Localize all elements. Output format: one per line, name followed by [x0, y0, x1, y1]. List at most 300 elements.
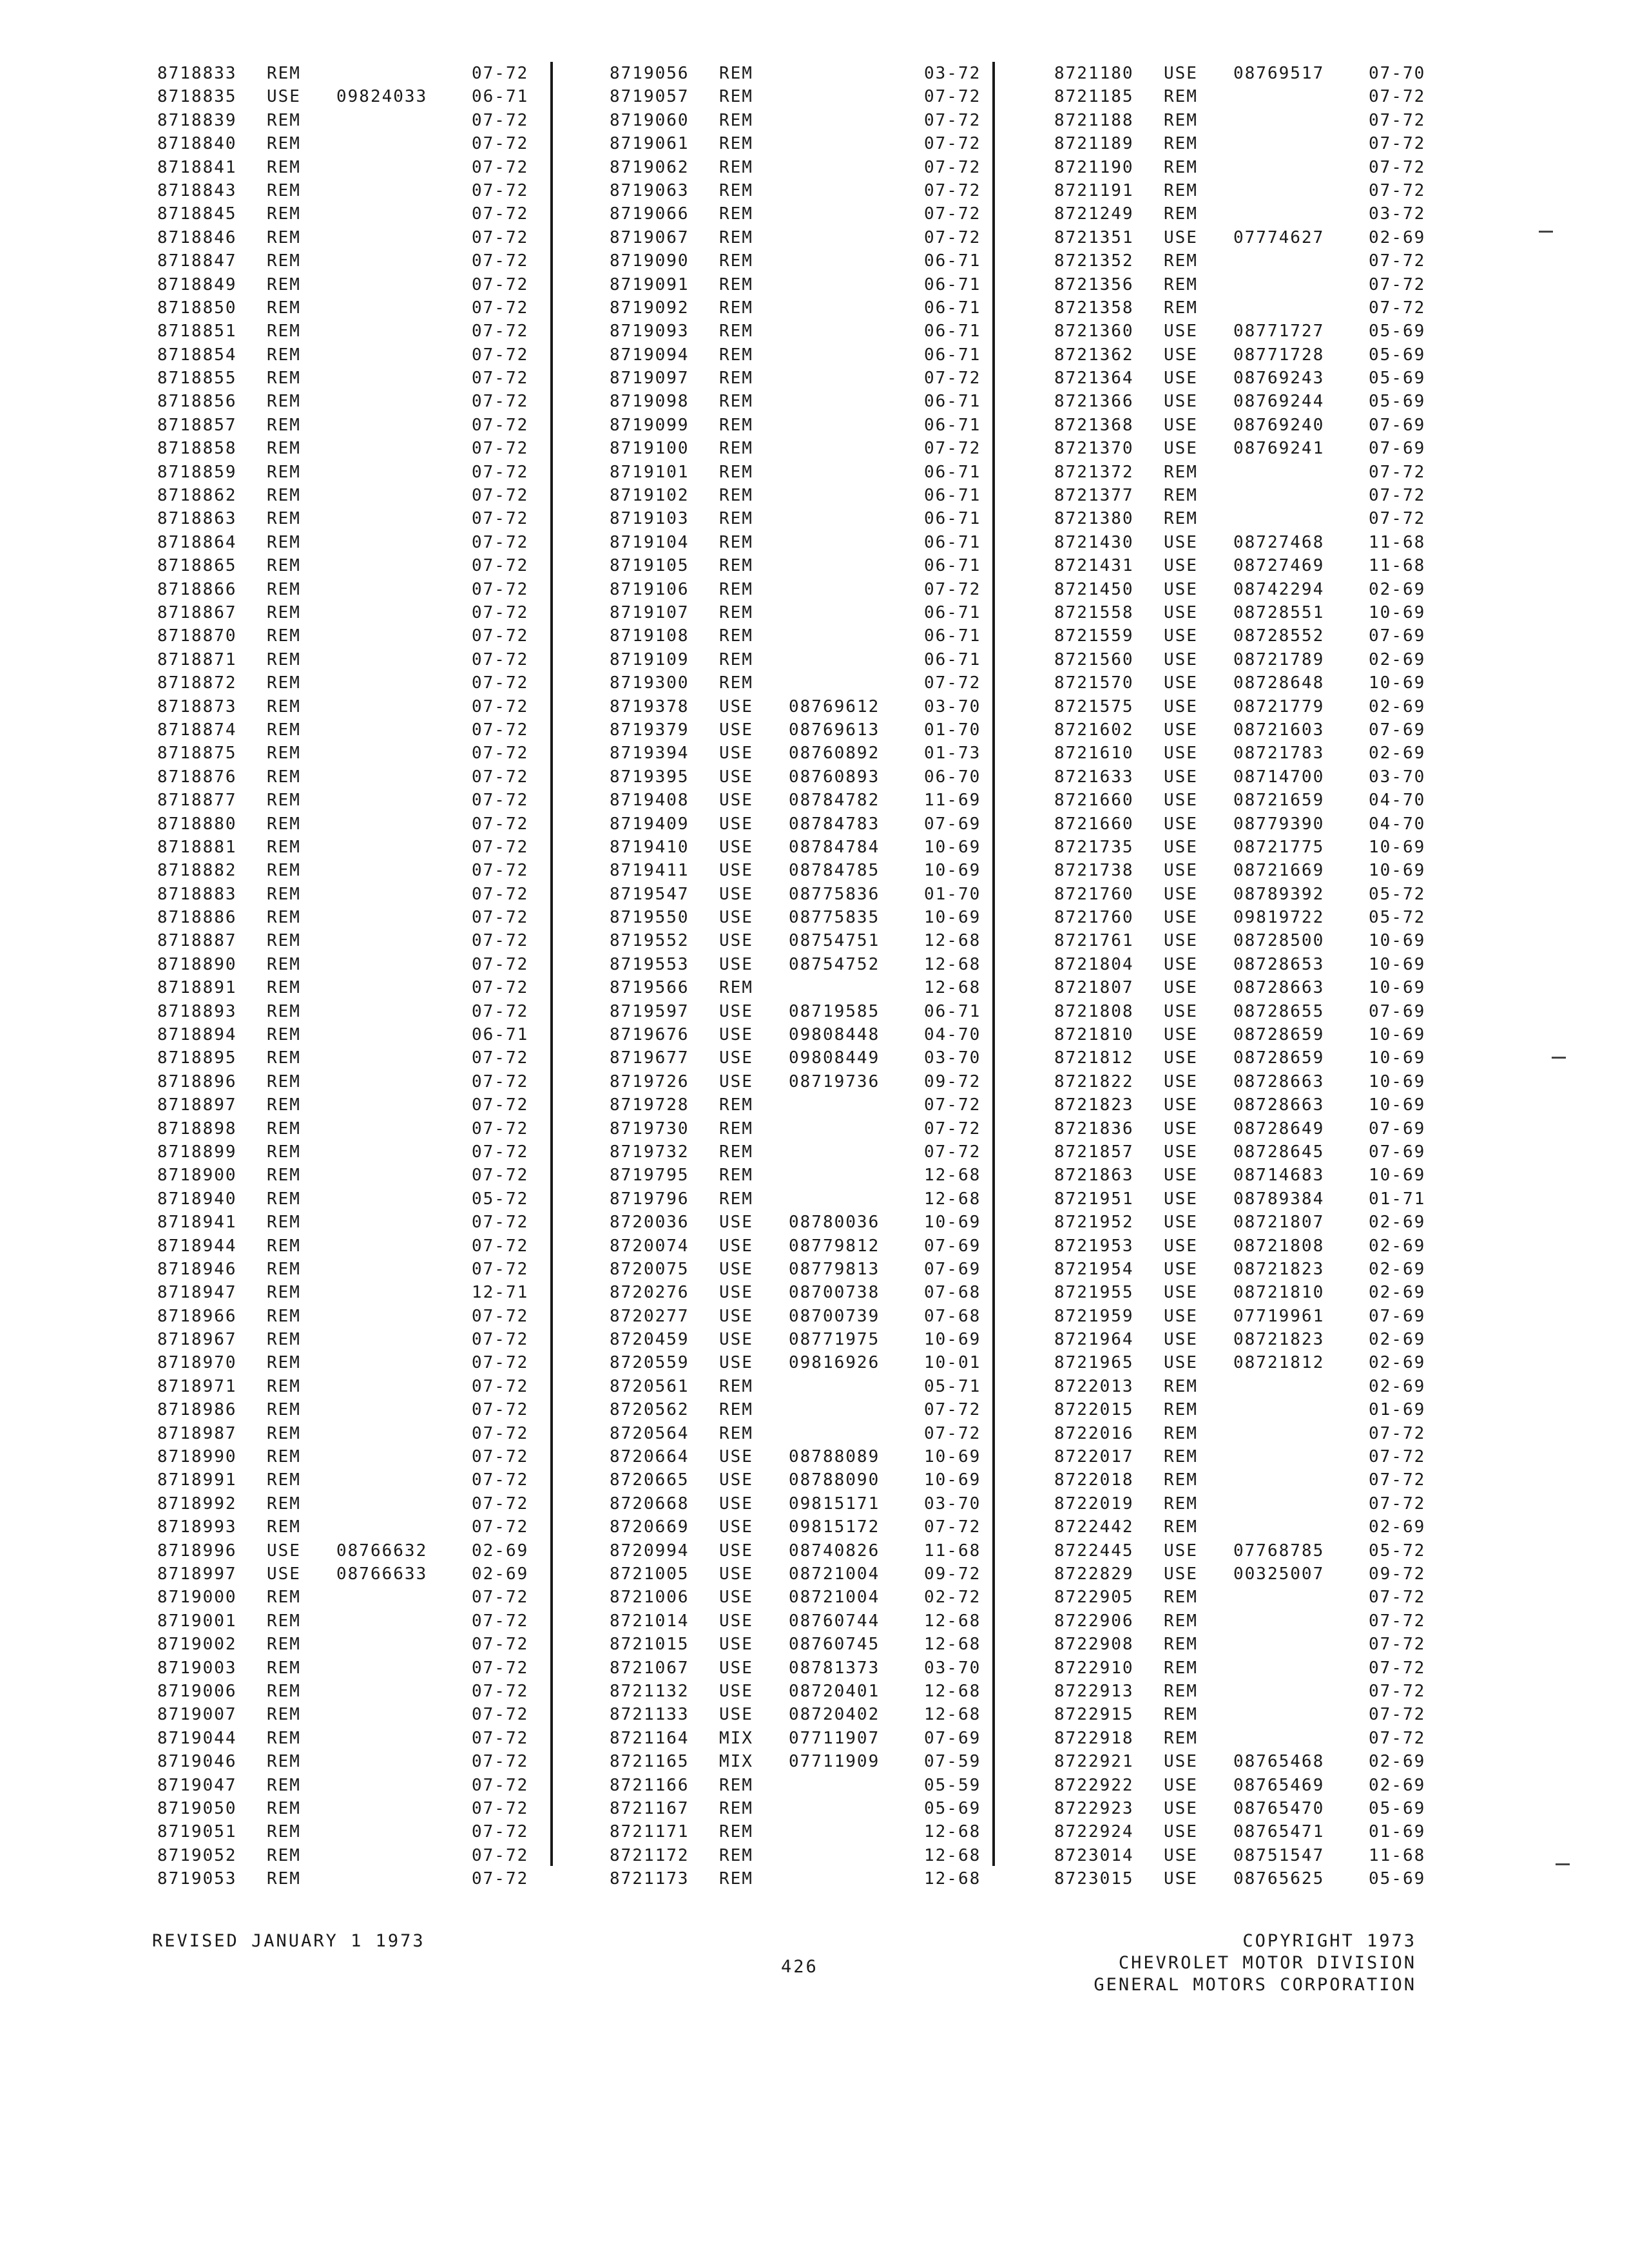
effective-date: 10-69: [924, 837, 981, 857]
action-code: REM: [267, 931, 301, 951]
effective-date: 07-72: [924, 87, 981, 107]
part-number: 8721191: [1054, 180, 1134, 200]
action-code: REM: [267, 1353, 301, 1373]
action-code: USE: [1164, 1822, 1198, 1842]
part-number: 8720668: [610, 1494, 689, 1514]
part-number: 8719050: [157, 1798, 237, 1818]
effective-date: 07-72: [1369, 462, 1426, 482]
part-number: 8719046: [157, 1752, 237, 1772]
part-number: 8718854: [157, 345, 237, 365]
effective-date: 07-72: [1369, 274, 1426, 294]
effective-date: 07-72: [472, 509, 529, 529]
part-number: 8718947: [157, 1283, 237, 1303]
action-code: REM: [719, 1822, 753, 1842]
effective-date: 07-72: [472, 204, 529, 224]
replacement-part: 08784784: [789, 837, 880, 857]
effective-date: 07-72: [924, 369, 981, 389]
action-code: USE: [1164, 1236, 1198, 1256]
part-number: 8718851: [157, 322, 237, 341]
effective-date: 05-69: [924, 1798, 981, 1818]
part-number: 8719796: [610, 1189, 689, 1209]
action-code: REM: [719, 369, 753, 389]
part-number: 8721959: [1054, 1306, 1134, 1326]
part-number: 8721171: [610, 1822, 689, 1842]
effective-date: 03-70: [1369, 767, 1426, 787]
margin-mark: [1552, 1057, 1566, 1059]
effective-date: 06-71: [924, 486, 981, 506]
part-number: 8718840: [157, 134, 237, 154]
action-code: REM: [719, 134, 753, 154]
action-code: REM: [267, 486, 301, 506]
action-code: REM: [267, 697, 301, 716]
effective-date: 07-69: [1369, 415, 1426, 435]
part-number: 8721760: [1054, 908, 1134, 928]
action-code: USE: [1164, 954, 1198, 974]
replacement-part: 08784783: [789, 814, 880, 834]
action-code: REM: [719, 1376, 753, 1396]
effective-date: 12-68: [924, 1681, 981, 1701]
part-number: 8719053: [157, 1869, 237, 1889]
effective-date: 07-72: [472, 579, 529, 599]
replacement-part: 08728655: [1233, 1001, 1325, 1021]
part-number: 8719732: [610, 1142, 689, 1162]
action-code: REM: [1164, 1494, 1198, 1514]
part-number: 8720665: [610, 1470, 689, 1490]
replacement-part: 08740826: [789, 1541, 880, 1561]
action-code: REM: [719, 532, 753, 552]
part-number: 8718887: [157, 931, 237, 951]
effective-date: 06-71: [924, 1001, 981, 1021]
part-number: 8718895: [157, 1048, 237, 1068]
effective-date: 06-71: [924, 462, 981, 482]
effective-date: 07-72: [472, 1845, 529, 1865]
action-code: USE: [1164, 791, 1198, 811]
action-code: REM: [719, 227, 753, 247]
action-code: USE: [1164, 1048, 1198, 1068]
action-code: REM: [267, 204, 301, 224]
part-number: 8721249: [1054, 204, 1134, 224]
action-code: REM: [267, 1705, 301, 1725]
replacement-part: 08720402: [789, 1705, 880, 1725]
effective-date: 06-71: [924, 392, 981, 412]
action-code: REM: [267, 1306, 301, 1326]
part-number: 8720459: [610, 1330, 689, 1350]
part-number: 8718843: [157, 180, 237, 200]
part-number: 8718987: [157, 1423, 237, 1443]
part-number: 8722910: [1054, 1658, 1134, 1678]
part-number: 8721380: [1054, 509, 1134, 529]
effective-date: 07-69: [1369, 1001, 1426, 1021]
part-number: 8721952: [1054, 1213, 1134, 1233]
action-code: USE: [719, 1611, 753, 1631]
margin-mark: [1556, 1863, 1570, 1865]
effective-date: 07-72: [472, 415, 529, 435]
effective-date: 07-59: [924, 1752, 981, 1772]
effective-date: 07-72: [472, 791, 529, 811]
part-number: 8721836: [1054, 1119, 1134, 1139]
effective-date: 05-69: [1369, 322, 1426, 341]
action-code: REM: [267, 1376, 301, 1396]
part-number: 8721955: [1054, 1283, 1134, 1303]
part-number: 8719394: [610, 744, 689, 764]
effective-date: 07-72: [472, 884, 529, 904]
effective-date: 07-72: [472, 1447, 529, 1467]
effective-date: 11-68: [1369, 1845, 1426, 1865]
effective-date: 05-72: [1369, 1541, 1426, 1561]
part-number: 8722829: [1054, 1564, 1134, 1584]
part-number: 8721132: [610, 1681, 689, 1701]
replacement-part: 08771727: [1233, 322, 1325, 341]
effective-date: 04-70: [1369, 791, 1426, 811]
effective-date: 07-72: [924, 1400, 981, 1420]
replacement-part: 08765471: [1233, 1822, 1325, 1842]
effective-date: 10-69: [1369, 1072, 1426, 1091]
effective-date: 07-72: [472, 720, 529, 740]
action-code: REM: [719, 602, 753, 622]
effective-date: 12-68: [924, 1869, 981, 1889]
action-code: REM: [267, 1048, 301, 1068]
effective-date: 07-72: [472, 322, 529, 341]
part-number: 8718991: [157, 1470, 237, 1490]
replacement-part: 08769243: [1233, 369, 1325, 389]
effective-date: 07-72: [472, 1119, 529, 1139]
part-number: 8719108: [610, 626, 689, 646]
action-code: REM: [267, 673, 301, 693]
action-code: REM: [1164, 1728, 1198, 1748]
action-code: REM: [267, 1166, 301, 1186]
effective-date: 07-72: [1369, 1494, 1426, 1514]
part-number: 8718857: [157, 415, 237, 435]
action-code: USE: [719, 1001, 753, 1021]
replacement-part: 07774627: [1233, 227, 1325, 247]
part-number: 8722913: [1054, 1681, 1134, 1701]
action-code: REM: [267, 1470, 301, 1490]
effective-date: 10-69: [1369, 954, 1426, 974]
replacement-part: 08754751: [789, 931, 880, 951]
replacement-part: 08780036: [789, 1213, 880, 1233]
action-code: REM: [719, 251, 753, 271]
part-number: 8719006: [157, 1681, 237, 1701]
part-number: 8719097: [610, 369, 689, 389]
part-number: 8719677: [610, 1048, 689, 1068]
action-code: REM: [719, 978, 753, 998]
effective-date: 07-72: [472, 1423, 529, 1443]
effective-date: 06-71: [924, 509, 981, 529]
action-code: REM: [267, 110, 301, 130]
replacement-part: 08765625: [1233, 1869, 1325, 1889]
effective-date: 07-72: [472, 954, 529, 974]
part-number: 8721863: [1054, 1166, 1134, 1186]
effective-date: 02-69: [1369, 1775, 1426, 1795]
replacement-part: 08742294: [1233, 579, 1325, 599]
part-number: 8721006: [610, 1588, 689, 1608]
part-number: 8718894: [157, 1025, 237, 1045]
action-code: USE: [719, 1283, 753, 1303]
effective-date: 07-72: [472, 861, 529, 881]
part-number: 8719378: [610, 697, 689, 716]
part-number: 8718850: [157, 298, 237, 318]
part-number: 8718993: [157, 1517, 237, 1537]
part-number: 8718898: [157, 1119, 237, 1139]
effective-date: 05-69: [1369, 1869, 1426, 1889]
effective-date: 07-72: [924, 204, 981, 224]
effective-date: 12-68: [924, 1705, 981, 1725]
action-code: USE: [1164, 369, 1198, 389]
part-number: 8722018: [1054, 1470, 1134, 1490]
action-code: REM: [1164, 251, 1198, 271]
part-number: 8718900: [157, 1166, 237, 1186]
effective-date: 06-71: [924, 251, 981, 271]
margin-mark: [1539, 231, 1553, 233]
effective-date: 10-69: [924, 1330, 981, 1350]
part-number: 8718880: [157, 814, 237, 834]
action-code: USE: [719, 1541, 753, 1561]
action-code: REM: [267, 439, 301, 459]
action-code: USE: [1164, 602, 1198, 622]
action-code: REM: [267, 1494, 301, 1514]
replacement-part: 08721004: [789, 1588, 880, 1608]
action-code: REM: [267, 837, 301, 857]
effective-date: 10-69: [1369, 1025, 1426, 1045]
part-number: 8722924: [1054, 1822, 1134, 1842]
action-code: REM: [267, 1423, 301, 1443]
effective-date: 07-72: [1369, 1423, 1426, 1443]
part-number: 8719093: [610, 322, 689, 341]
effective-date: 12-68: [924, 1845, 981, 1865]
action-code: USE: [1164, 227, 1198, 247]
part-number: 8721067: [610, 1658, 689, 1678]
part-number: 8723015: [1054, 1869, 1134, 1889]
action-code: REM: [1164, 1635, 1198, 1655]
part-number: 8721810: [1054, 1025, 1134, 1045]
effective-date: 01-73: [924, 744, 981, 764]
action-code: REM: [267, 1611, 301, 1631]
action-code: USE: [1164, 415, 1198, 435]
effective-date: 07-72: [1369, 157, 1426, 177]
part-number: 8718875: [157, 744, 237, 764]
replacement-part: 08789392: [1233, 884, 1325, 904]
replacement-part: 08728552: [1233, 626, 1325, 646]
effective-date: 02-69: [1369, 697, 1426, 716]
effective-date: 10-69: [1369, 931, 1426, 951]
part-number: 8718845: [157, 204, 237, 224]
part-number: 8719000: [157, 1588, 237, 1608]
effective-date: 12-68: [924, 931, 981, 951]
replacement-part: 08721775: [1233, 837, 1325, 857]
replacement-part: 08721004: [789, 1564, 880, 1584]
part-number: 8722905: [1054, 1588, 1134, 1608]
part-number: 8718858: [157, 439, 237, 459]
replacement-part: 08700738: [789, 1283, 880, 1303]
part-number: 8722015: [1054, 1400, 1134, 1420]
action-code: USE: [719, 744, 753, 764]
action-code: USE: [719, 697, 753, 716]
effective-date: 07-72: [472, 1775, 529, 1795]
effective-date: 07-72: [924, 180, 981, 200]
action-code: USE: [719, 1330, 753, 1350]
effective-date: 07-72: [472, 1330, 529, 1350]
effective-date: 12-68: [924, 954, 981, 974]
action-code: USE: [1164, 1095, 1198, 1115]
effective-date: 07-72: [472, 1869, 529, 1889]
replacement-part: 08728649: [1233, 1119, 1325, 1139]
part-number: 8721188: [1054, 110, 1134, 130]
effective-date: 07-72: [472, 1306, 529, 1326]
part-number: 8721602: [1054, 720, 1134, 740]
action-code: REM: [719, 509, 753, 529]
effective-date: 10-69: [924, 1447, 981, 1467]
effective-date: 07-72: [1369, 1588, 1426, 1608]
action-code: REM: [1164, 1658, 1198, 1678]
part-number: 8719103: [610, 509, 689, 529]
part-number: 8721014: [610, 1611, 689, 1631]
action-code: REM: [267, 251, 301, 271]
effective-date: 07-72: [472, 908, 529, 928]
effective-date: 01-70: [924, 884, 981, 904]
part-number: 8720561: [610, 1376, 689, 1396]
effective-date: 11-68: [1369, 532, 1426, 552]
action-code: REM: [719, 1845, 753, 1865]
action-code: REM: [1164, 1423, 1198, 1443]
replacement-part: 08721812: [1233, 1353, 1325, 1373]
action-code: USE: [1164, 1330, 1198, 1350]
part-number: 8721015: [610, 1635, 689, 1655]
effective-date: 07-72: [472, 274, 529, 294]
part-number: 8721189: [1054, 134, 1134, 154]
action-code: USE: [1164, 1166, 1198, 1186]
effective-date: 07-69: [924, 1236, 981, 1256]
effective-date: 10-69: [1369, 861, 1426, 881]
action-code: REM: [267, 369, 301, 389]
action-code: REM: [719, 1400, 753, 1420]
effective-date: 02-69: [472, 1564, 529, 1584]
effective-date: 07-72: [472, 1376, 529, 1396]
effective-date: 07-72: [472, 1588, 529, 1608]
replacement-part: 08760745: [789, 1635, 880, 1655]
part-number: 8721431: [1054, 556, 1134, 576]
effective-date: 10-69: [1369, 673, 1426, 693]
action-code: USE: [719, 1658, 753, 1678]
effective-date: 07-72: [1369, 298, 1426, 318]
part-number: 8721356: [1054, 274, 1134, 294]
action-code: USE: [1164, 884, 1198, 904]
effective-date: 07-72: [472, 1681, 529, 1701]
replacement-part: 08721783: [1233, 744, 1325, 764]
column-separator-2: [992, 62, 995, 1866]
replacement-part: 08769612: [789, 697, 880, 716]
effective-date: 07-72: [472, 1470, 529, 1490]
action-code: USE: [719, 1259, 753, 1279]
effective-date: 07-72: [1369, 134, 1426, 154]
part-number: 8721368: [1054, 415, 1134, 435]
action-code: REM: [1164, 110, 1198, 130]
effective-date: 07-72: [472, 345, 529, 365]
action-code: REM: [267, 64, 301, 83]
effective-date: 05-72: [1369, 884, 1426, 904]
action-code: REM: [1164, 134, 1198, 154]
part-number: 8721167: [610, 1798, 689, 1818]
replacement-part: 08769613: [789, 720, 880, 740]
action-code: REM: [719, 439, 753, 459]
part-number: 8718899: [157, 1142, 237, 1162]
part-number: 8719094: [610, 345, 689, 365]
action-code: USE: [719, 1681, 753, 1701]
effective-date: 07-69: [1369, 1119, 1426, 1139]
part-number: 8719060: [610, 110, 689, 130]
replacement-part: 08784785: [789, 861, 880, 881]
action-code: USE: [1164, 978, 1198, 998]
action-code: REM: [267, 791, 301, 811]
effective-date: 01-71: [1369, 1189, 1426, 1209]
action-code: REM: [719, 157, 753, 177]
action-code: REM: [1164, 1447, 1198, 1467]
replacement-part: 08721823: [1233, 1330, 1325, 1350]
part-number: 8722016: [1054, 1423, 1134, 1443]
action-code: USE: [719, 1588, 753, 1608]
replacement-part: 08765470: [1233, 1798, 1325, 1818]
action-code: REM: [1164, 1470, 1198, 1490]
effective-date: 02-69: [1369, 1353, 1426, 1373]
part-number: 8718833: [157, 64, 237, 83]
effective-date: 01-70: [924, 720, 981, 740]
part-number: 8718870: [157, 626, 237, 646]
effective-date: 07-72: [472, 134, 529, 154]
action-code: REM: [719, 298, 753, 318]
part-number: 8719066: [610, 204, 689, 224]
effective-date: 07-72: [472, 1728, 529, 1748]
part-number: 8721358: [1054, 298, 1134, 318]
copyright-line-3: GENERAL MOTORS CORPORATION: [1094, 1975, 1416, 1995]
action-code: USE: [1164, 744, 1198, 764]
part-number: 8718839: [157, 110, 237, 130]
action-code: REM: [1164, 1681, 1198, 1701]
effective-date: 07-72: [924, 1142, 981, 1162]
action-code: USE: [719, 791, 753, 811]
part-number: 8721761: [1054, 931, 1134, 951]
part-number: 8718967: [157, 1330, 237, 1350]
effective-date: 05-72: [1369, 908, 1426, 928]
action-code: USE: [1164, 1541, 1198, 1561]
part-number: 8718997: [157, 1564, 237, 1584]
part-number: 8719379: [610, 720, 689, 740]
effective-date: 07-72: [472, 64, 529, 83]
action-code: REM: [719, 274, 753, 294]
part-number: 8722915: [1054, 1705, 1134, 1725]
part-number: 8721660: [1054, 791, 1134, 811]
action-code: USE: [719, 1048, 753, 1068]
replacement-part: 08719585: [789, 1001, 880, 1021]
effective-date: 02-69: [1369, 1236, 1426, 1256]
action-code: REM: [267, 884, 301, 904]
action-code: REM: [267, 649, 301, 669]
part-number: 8722908: [1054, 1635, 1134, 1655]
part-number: 8722445: [1054, 1541, 1134, 1561]
effective-date: 06-71: [924, 649, 981, 669]
action-code: MIX: [719, 1752, 753, 1772]
action-code: USE: [1164, 1213, 1198, 1233]
action-code: REM: [267, 720, 301, 740]
action-code: REM: [719, 322, 753, 341]
effective-date: 02-69: [1369, 1330, 1426, 1350]
part-number: 8721559: [1054, 626, 1134, 646]
replacement-part: 08728659: [1233, 1048, 1325, 1068]
part-number: 8721366: [1054, 392, 1134, 412]
part-number: 8719061: [610, 134, 689, 154]
action-code: REM: [267, 1236, 301, 1256]
action-code: USE: [1164, 1564, 1198, 1584]
part-number: 8719552: [610, 931, 689, 951]
action-code: REM: [719, 1775, 753, 1795]
